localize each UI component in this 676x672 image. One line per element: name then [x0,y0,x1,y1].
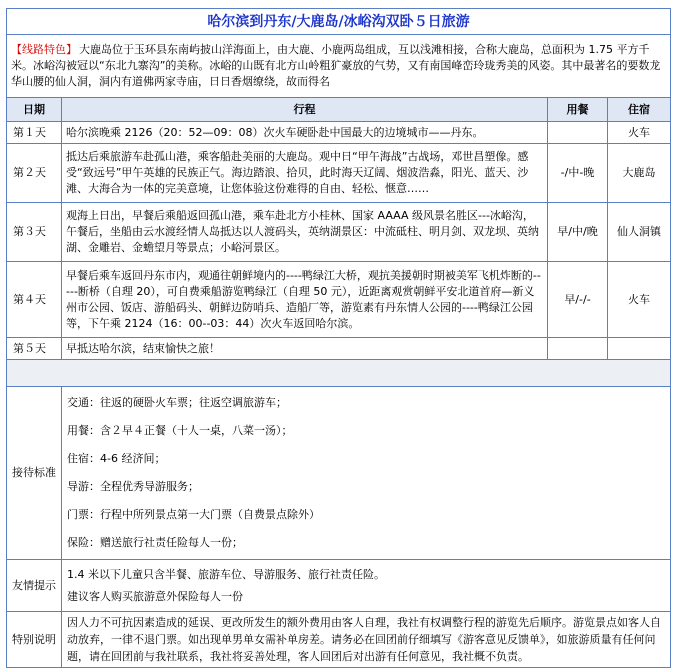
reception-row [7,387,671,560]
header-day: 日期 [7,98,62,122]
day-label: 第３天 [7,203,62,262]
route-feature [7,35,671,98]
header-meals: 用餐 [548,98,608,122]
day-stay: 火车 [608,262,671,338]
blank-cell [7,360,671,387]
reception-line-tickets: 门票：行程中所列景点第一大门票（自费景点除外） [67,508,320,521]
tips-row [7,560,671,612]
day-label: 第４天 [7,262,62,338]
page-title: 哈尔滨到丹东/大鹿岛/冰峪沟双卧５日旅游 [7,9,671,35]
notes-content: 因人力不可抗因素造成的延误、更改所发生的额外费用由客人自理，我社有权调整行程的游览先后顺序。游览景点如客人自动放弃，一律不退门票。如出现单男单女需补单房差。请务必在回团前仔细填写《游客意见反馈单》，如旅游质量有任何问题，请在回团前与我社联系，我社将妥善处理，客人回团后对出游有任何意见，我社概不负责。 [62,612,671,668]
table-row [7,144,671,203]
feature-label: 【线路特色】 [11,43,77,56]
reception-line-lodging: 住宿：4-6 经济间； [67,452,166,465]
table-row [7,262,671,338]
table-row [7,203,671,262]
day-meals [548,338,608,360]
reception-content [62,387,671,560]
day-stay: 火车 [608,122,671,144]
tips-content [62,560,671,612]
notes-label: 特别说明 [7,612,62,668]
day-meals [548,122,608,144]
tips-line-insurance: 建议客人购买旅游意外保险每人一份 [67,589,243,603]
day-meals: 早/中/晚 [548,203,608,262]
tips-line-children: 1.4 米以下儿童只含半餐、旅游车位、导游服务、旅行社责任险。 [67,567,385,581]
header-stay: 住宿 [608,98,671,122]
reception-line-transport: 交通：往返的硬卧火车票；往返空调旅游车； [67,396,287,409]
reception-line-guide: 导游：全程优秀导游服务； [67,480,199,493]
notes-row [7,612,671,668]
reception-line-meals: 用餐：含２早４正餐（十人一桌，八菜一汤）； [67,424,293,437]
table-header [7,98,671,122]
day-stay: 大鹿岛 [608,144,671,203]
feature-text: 大鹿岛位于玉环县东南屿披山洋海面上，由大鹿、小鹿两岛组成，互以浅滩相接，合称大鹿岛，总面积为 1.75 平方千米。冰峪沟被冠以“东北九寨沟”的美称。冰峪的山既有北方山岭粗犷豪放的气势，又有南国峰峦玲珑秀美的风姿。其中最著名的要数龙华山腰的仙人洞，洞内有道佛两家寺庙，日日香烟缭绕，故而得名 [11,43,661,88]
day-stay [608,338,671,360]
day-label: 第２天 [7,144,62,203]
table-row [7,338,671,360]
itinerary-table [6,8,671,668]
reception-line-insurance: 保险：赠送旅行社责任险每人一份； [67,536,243,549]
day-route: 早餐后乘车返回丹东市内，观通往朝鲜境内的----鸭绿江大桥，观抗美援朝时期被美军飞机炸断的-----断桥（自理 20），可自费乘船游览鸭绿江（自理 50 元），近距离观赏朝鲜平安北道首府—新义州市公园、饭店、游船码头、朝鲜边防哨兵、造船厂等，游览素有丹东情人公园的----鸭绿江公园等，下午乘 2124（16：00--03：44）次火车返回哈尔滨。 [62,262,548,338]
day-stay: 仙人洞镇 [608,203,671,262]
reception-label: 接待标准 [7,387,62,560]
day-label: 第１天 [7,122,62,144]
tips-label: 友情提示 [7,560,62,612]
table-row [7,122,671,144]
blank-row [7,360,671,387]
day-meals: 早/-/- [548,262,608,338]
day-route: 抵达后乘旅游车赴孤山港，乘客船赴美丽的大鹿岛。观中日“甲午海战”古战场，邓世昌塑像。感受“致远号”甲午英雄的民族正气。海边踏浪、拾贝，此时海天辽阔、烟波浩淼，阳光、蓝天、沙滩、大海合为一体的完美意境，让您体验这份难得的自由、轻松、惬意…… [62,144,548,203]
header-route: 行程 [62,98,548,122]
day-label: 第５天 [7,338,62,360]
day-route: 哈尔滨晚乘 2126（20：52—09：08）次火车硬卧赴中国最大的边境城市——丹东。 [62,122,548,144]
day-route: 早抵达哈尔滨，结束愉快之旅！ [62,338,548,360]
day-meals: -/中-晚 [548,144,608,203]
day-route: 观海上日出，早餐后乘船返回孤山港，乘车赴北方小桂林、国家 AAAA 级风景名胜区---冰峪沟，午餐后，坐船由云水渡经情人岛抵达以人渡码头，英纳湖景区：中流砥柱、明月剑、双龙坝、英纳湖、金雕岩、金蟾望月等景点；小峪河景区。 [62,203,548,262]
